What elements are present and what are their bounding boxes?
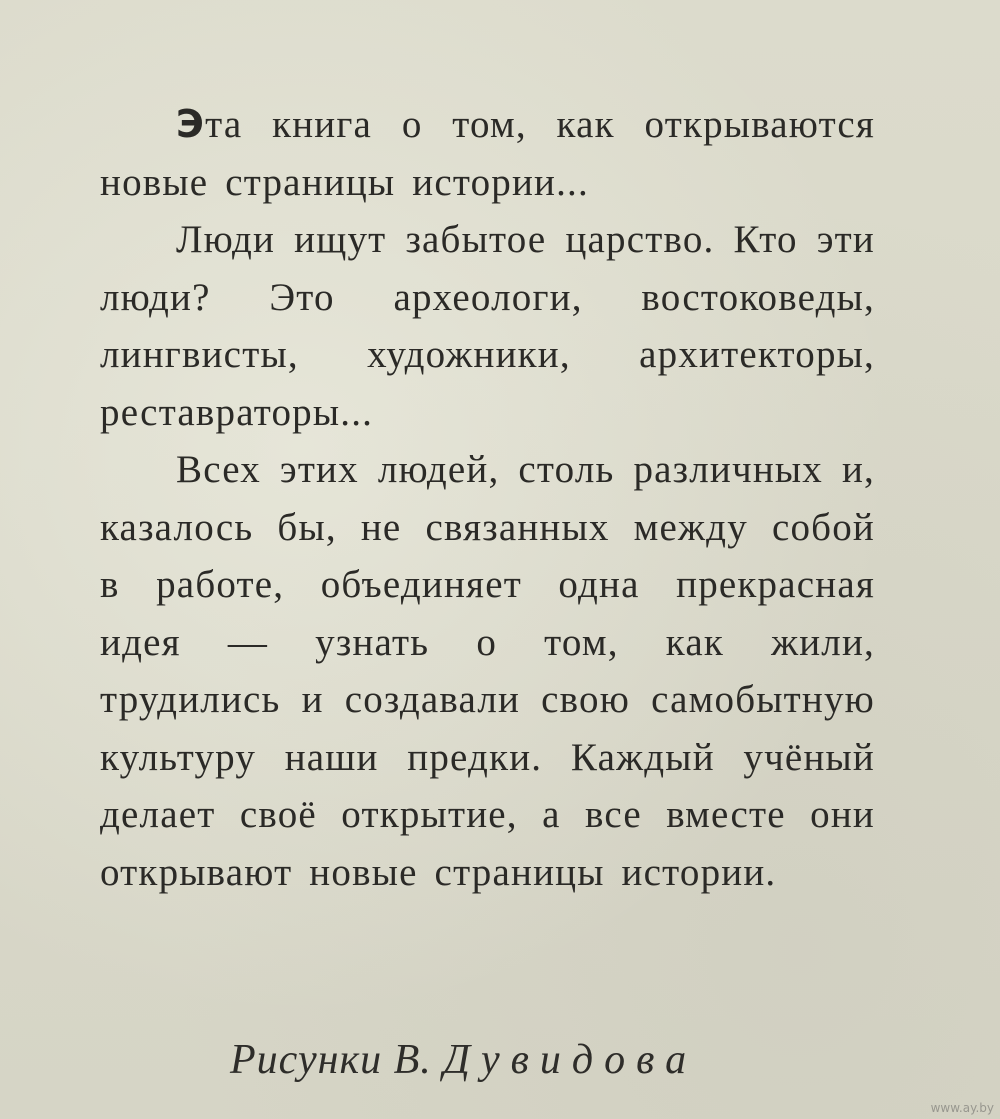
illustrator-credit [230, 1036, 697, 1084]
paragraph-3 [100, 441, 875, 901]
paragraph-text: Люди ищут забытое царство. Кто эти люди? Это археологи, востоковеды, лингвисты, художники, архитекторы, реставраторы... [100, 218, 875, 434]
credit-name: Дувидова [443, 1037, 698, 1083]
paragraph-2 [100, 211, 875, 441]
watermark: www.ay.by [930, 1101, 994, 1115]
paragraph-1 [100, 96, 875, 211]
credit-prefix: Рисунки В. [230, 1037, 444, 1083]
paragraph-text: Всех этих людей, столь различных и, казалось бы, не связанных между собой в работе, объединяет одна прекрасная идея — узнать о том, как жили, трудились и создавали свою самобытную культуру наши предки. Каждый учёный делает своё открытие, а все вместе они открывают новые страницы истории. [100, 448, 875, 894]
body-text [100, 96, 875, 901]
paragraph-text: та книга о том, как открываются новые страницы истории... [100, 103, 875, 204]
drop-letter: Э [176, 102, 206, 146]
